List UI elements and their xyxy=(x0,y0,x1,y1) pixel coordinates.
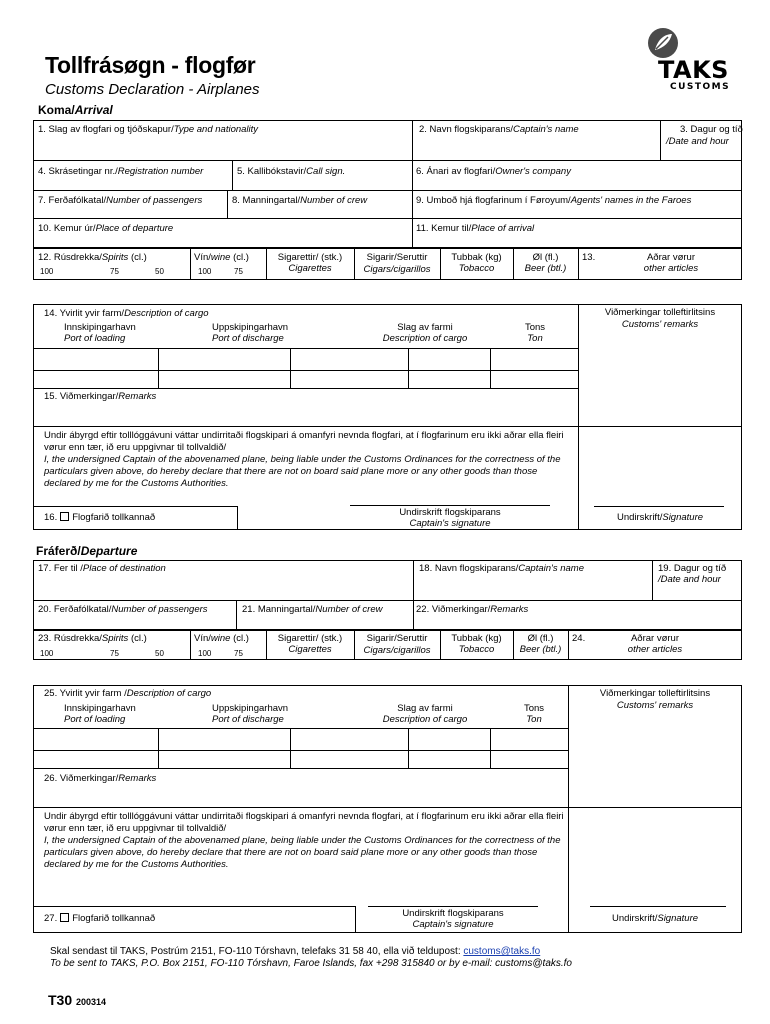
dep-port-discharge-label: Uppskipingarhavn xyxy=(212,703,289,714)
dep-cigars-label: Sigarir/Seruttir xyxy=(366,633,428,644)
field-11-label: 11. Kemur til/Place of arrival xyxy=(416,223,535,234)
dep-cigarettes-label: Sigarettir/ (stk.) xyxy=(277,633,343,644)
beer-label-en: Beer (btl.) xyxy=(524,263,567,274)
wine-75: 75 xyxy=(234,267,243,276)
dep-beer-label-en: Beer (btl.) xyxy=(519,644,562,655)
dep-signature-label: Undirskrift/Signature xyxy=(611,913,699,924)
dep-spirits-75: 75 xyxy=(110,649,119,658)
spirits-75: 75 xyxy=(110,267,119,276)
cigars-label-en: Cigars/cigarillos xyxy=(363,264,431,275)
form-code: T30 200314 xyxy=(48,992,107,1008)
port-discharge-label: Uppskipingarhavn xyxy=(212,322,289,333)
field-19-label-en: /Date and hour xyxy=(658,574,721,585)
field-10-label: 10. Kemur úr/Place of departure xyxy=(38,223,174,234)
wine-label: Vín/wine (cl.) xyxy=(194,252,249,263)
tobacco-label: Tubbak (kg) xyxy=(451,252,502,263)
logo-subtext: CUSTOMS xyxy=(670,82,731,92)
dep-port-discharge-label-en: Port of discharge xyxy=(212,714,284,725)
field-27-label: 27. Flogfarið tollkannað xyxy=(44,913,156,924)
leaf-icon xyxy=(646,26,680,60)
footer-line-2: To be sent to TAKS, P.O. Box 2151, FO-110 Tórshavn, Faroe Islands, fax +298 315840 or by e-mail: customs@taks.fo xyxy=(50,958,572,969)
field-12-label: 12. Rúsdrekka/Spirits (cl.) xyxy=(38,252,147,263)
dep-wine-75: 75 xyxy=(234,649,243,658)
field-21-label: 21. Manningartal/Number of crew xyxy=(242,604,383,615)
field-3-label-en: /Date and hour xyxy=(666,136,729,147)
dep-tons-label-en: Ton xyxy=(526,714,542,725)
port-loading-label: Innskipingarhavn xyxy=(64,322,136,333)
field-17-label: 17. Fer til /Place of destination xyxy=(38,563,166,574)
field-4-label: 4. Skrásetingar nr./Registration number xyxy=(38,166,204,177)
field-3-label: 3. Dagur og tíð xyxy=(680,124,743,135)
field-13-label: 13. xyxy=(582,252,596,263)
cigars-label: Sigarir/Seruttir xyxy=(366,252,428,263)
dep-cigars-label-en: Cigars/cigarillos xyxy=(363,645,431,656)
dep-wine-100: 100 xyxy=(198,649,212,658)
captain-signature-label: Undirskrift flogskiparans xyxy=(399,507,501,518)
tobacco-label-en: Tobacco xyxy=(458,263,495,274)
field-1-label: 1. Slag av flogfari og tjóðskapur/Type and nationality xyxy=(38,124,259,135)
dep-tons-label: Tons xyxy=(523,703,545,714)
field-26-label: 26. Viðmerkingar/Remarks xyxy=(44,773,157,784)
field-5-label: 5. Kallibókstavir/Call sign. xyxy=(237,166,346,177)
dep-other-articles-label-en: other articles xyxy=(627,644,683,655)
logo-text: TAKS xyxy=(658,56,729,84)
dep-spirits-50: 50 xyxy=(155,649,164,658)
field-2-label: 2. Navn flogskiparans/Captain's name xyxy=(419,124,579,135)
wine-100: 100 xyxy=(198,267,212,276)
field-15-label: 15. Viðmerkingar/Remarks xyxy=(44,391,157,402)
field-20-label: 20. Ferðafólkatal/Number of passengers xyxy=(38,604,208,615)
arrival-heading: Koma/Arrival xyxy=(38,103,113,117)
field-24-label: 24. xyxy=(572,633,586,644)
dep-inspected-checkbox[interactable] xyxy=(60,913,69,922)
dep-tobacco-label-en: Tobacco xyxy=(458,644,495,655)
spirits-100: 100 xyxy=(40,267,54,276)
customs-remarks-label: Viðmerkingar tolleftirlitsins xyxy=(604,307,716,318)
dep-customs-remarks-label: Viðmerkingar tolleftirlitsins xyxy=(599,688,711,699)
dep-customs-remarks-label-en: Customs' remarks xyxy=(616,700,694,711)
captain-signature-label-en: Captain's signature xyxy=(409,518,491,529)
cargo-type-label-en: Description of cargo xyxy=(382,333,468,344)
field-14-label: 14. Yvirlit yvir farm/Description of cargo xyxy=(44,308,209,319)
footer-line-1: Skal sendast til TAKS, Postrúm 2151, FO-110 Tórshavn, telefaks 31 58 40, ella við teldupost: customs@taks.fo xyxy=(50,946,541,957)
port-discharge-label-en: Port of discharge xyxy=(212,333,284,344)
field-8-label: 8. Manningartal/Number of crew xyxy=(232,195,368,206)
dep-beer-label: Øl (fl.) xyxy=(527,633,554,644)
port-loading-label-en: Port of loading xyxy=(64,333,126,344)
field-18-label: 18. Navn flogskiparans/Captain's name xyxy=(419,563,584,574)
beer-label: Øl (fl.) xyxy=(532,252,559,263)
inspected-checkbox[interactable] xyxy=(60,512,69,521)
dep-captain-signature-label: Undirskrift flogskiparans xyxy=(402,908,504,919)
dep-other-articles-label: Aðrar vørur xyxy=(630,633,680,644)
dep-port-loading-label: Innskipingarhavn xyxy=(64,703,136,714)
dep-wine-label: Vín/wine (cl.) xyxy=(194,633,249,644)
field-25-label: 25. Yvirlit yvir farm /Description of cargo xyxy=(44,688,212,699)
dep-cigarettes-label-en: Cigarettes xyxy=(288,644,332,655)
dep-captain-signature-label-en: Captain's signature xyxy=(412,919,494,930)
dep-spirits-100: 100 xyxy=(40,649,54,658)
dep-cargo-type-label: Slag av farmi xyxy=(397,703,453,714)
dep-tobacco-label: Tubbak (kg) xyxy=(451,633,502,644)
field-23-label: 23. Rúsdrekka/Spirits (cl.) xyxy=(38,633,147,644)
dep-port-loading-label-en: Port of loading xyxy=(64,714,126,725)
other-articles-label: Aðrar vørur xyxy=(646,252,696,263)
page-subtitle: Customs Declaration - Airplanes xyxy=(45,81,260,98)
signature-label: Undirskrift/Signature xyxy=(616,512,704,523)
cigarettes-label: Sigarettir/ (stk.) xyxy=(277,252,343,263)
field-9-label: 9. Umboð hjá flogfarinum í Føroyum/Agents' names in the Faroes xyxy=(416,195,692,206)
customs-remarks-label-en: Customs' remarks xyxy=(621,319,699,330)
field-16-label: 16. Flogfarið tollkannað xyxy=(44,512,156,523)
spirits-50: 50 xyxy=(155,267,164,276)
cargo-type-label: Slag av farmi xyxy=(397,322,453,333)
field-22-label: 22. Viðmerkingar/Remarks xyxy=(416,604,529,615)
field-7-label: 7. Ferðafólkatal/Number of passengers xyxy=(38,195,203,206)
page-title: Tollfrásøgn - flogfør xyxy=(45,52,256,78)
tons-label-en: Ton xyxy=(527,333,543,344)
departure-declaration: Undir ábyrgd eftir tolllóggávuni váttar undirritaði flogskipari á omanfyri nevnda flogfari, at í flogfarinum eru ikki aðrar ella fleiri vørur enn tær, ið eru uppgivnar til tollvaldið/ I, the undersigned Captain of the abovenamed plane, being liable under the Customs Ordinances for the correctness of the particulars given above, do hereby declare that there are not on board said plane more or any other goods than those declared by me for the Customs Authorities. xyxy=(44,811,564,870)
dep-cargo-type-label-en: Description of cargo xyxy=(382,714,468,725)
departure-heading: Fráferð/Departure xyxy=(36,544,138,558)
other-articles-label-en: other articles xyxy=(643,263,699,274)
arrival-declaration: Undir ábyrgd eftir tolllóggávuni váttar undirritaði flogskipari á omanfyri nevnda flogfari, at í flogfarinum eru ikki aðrar ella fleiri vørur enn tær, ið eru uppgivnar til tollvaldið/ I, the undersigned Captain of the abovenamed plane, being liable under the Customs Ordinances for the correctness of the particulars given above, do hereby declare that there are not on board said plane more or any other goods than those declared by me for the Customs Authorities. xyxy=(44,430,564,489)
cigarettes-label-en: Cigarettes xyxy=(288,263,332,274)
tons-label: Tons xyxy=(524,322,546,333)
email-link[interactable]: customs@taks.fo xyxy=(463,946,541,957)
field-19-label: 19. Dagur og tíð xyxy=(658,563,727,574)
field-6-label: 6. Ánari av flogfari/Owner's company xyxy=(416,166,571,177)
taks-logo xyxy=(630,26,745,96)
